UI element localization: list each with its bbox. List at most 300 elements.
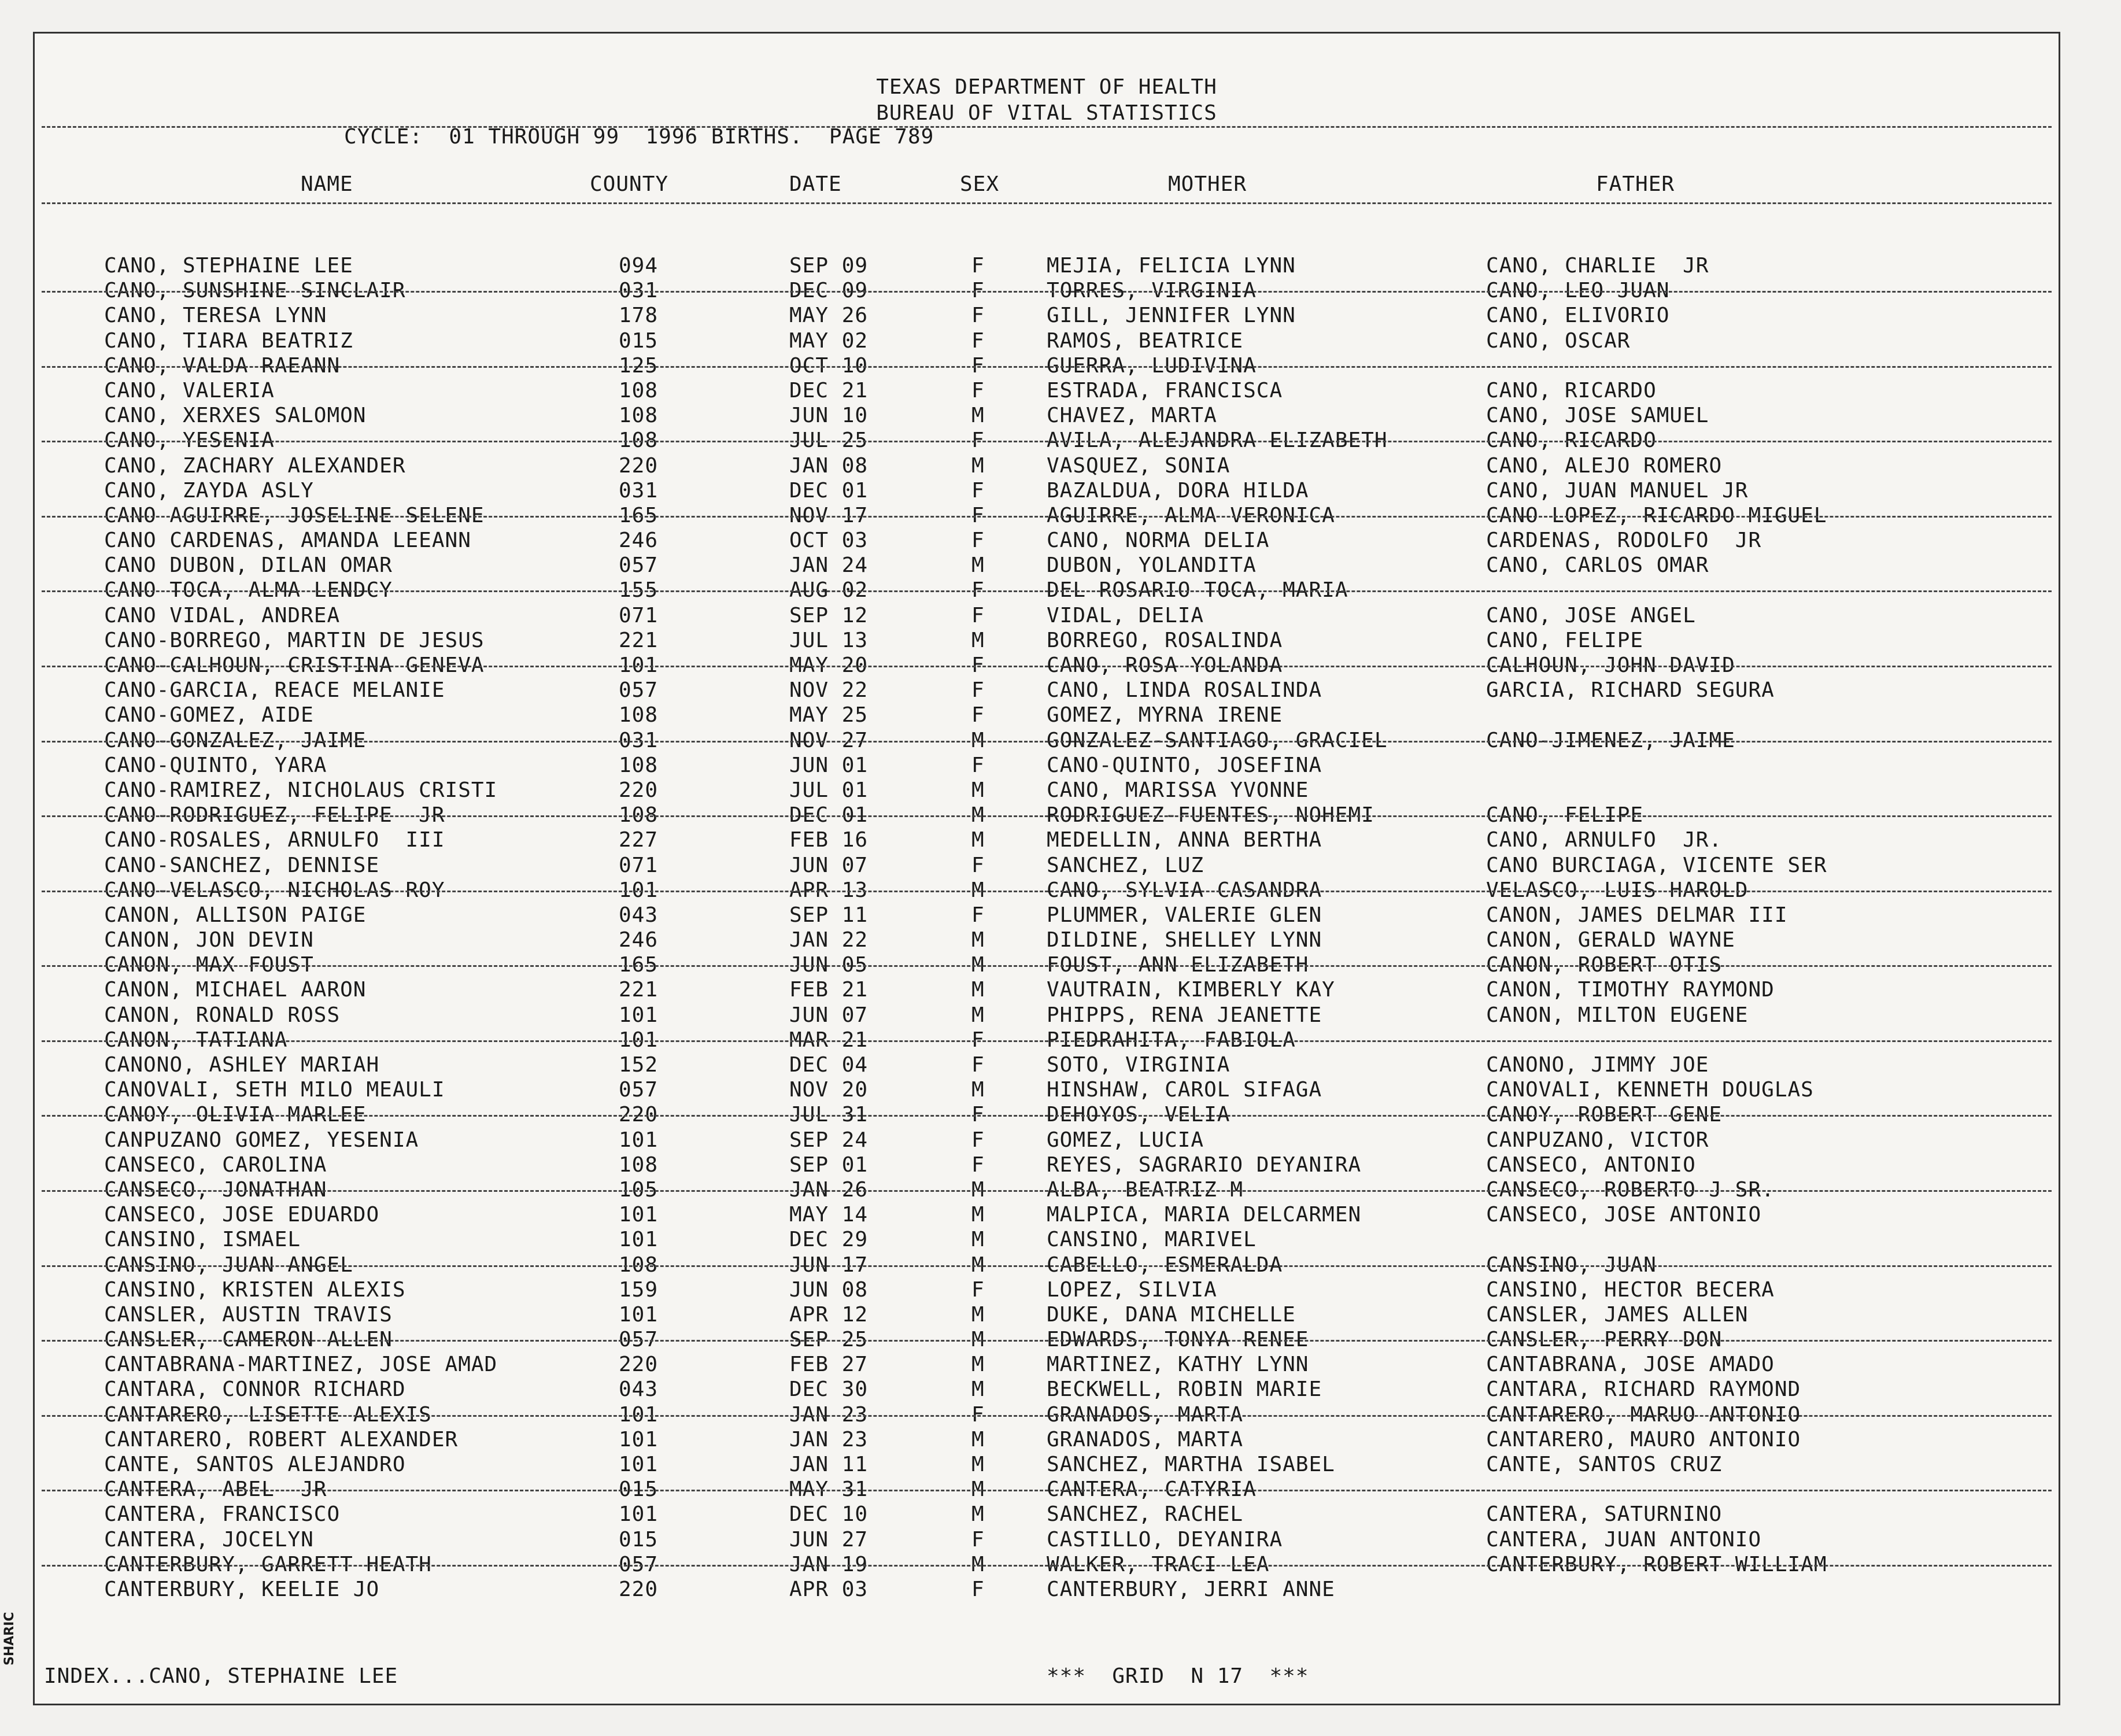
table-row [35,1253,2059,1277]
cell-father: CANON, GERALD WAYNE [1486,928,1735,952]
cell-date: JAN 24 [789,553,869,578]
cell-county: 108 [619,1253,659,1277]
cell-date: OCT 10 [789,353,869,378]
table-row [35,678,2059,703]
cell-sex: M [971,728,985,752]
cell-mother: AGUIRRE, ALMA VERONICA [1047,503,1335,527]
cell-father: CALHOUN, JOHN DAVID [1486,653,1735,677]
cell-county: 108 [619,703,659,727]
cell-father: CANO LOPEZ, RICARDO MIGUEL [1486,503,1827,527]
cell-sex: F [971,1527,985,1552]
cell-date: SEP 11 [789,903,869,927]
cell-county: 220 [619,1577,659,1601]
cell-sex: F [971,478,985,503]
cell-sex: F [971,254,985,278]
cell-date: SEP 01 [789,1153,869,1177]
table-row [35,1402,2059,1427]
table-row [35,853,2059,878]
cell-date: MAY 25 [789,703,869,727]
cell-sex: M [971,803,985,828]
cell-date: JAN 26 [789,1177,869,1202]
cell-mother: SANCHEZ, RACHEL [1047,1502,1244,1527]
table-row [35,303,2059,328]
cell-name: CANTERA, FRANCISCO [104,1502,341,1527]
cell-name: CANSECO, CAROLINA [104,1153,327,1177]
cell-county: 108 [619,378,659,402]
cell-county: 101 [619,1203,659,1227]
cell-mother: SANCHEZ, LUZ [1047,853,1204,877]
table-row [35,903,2059,928]
cell-mother: PLUMMER, VALERIE GLEN [1047,903,1322,927]
cell-father: CANPUZANO, VICTOR [1486,1128,1709,1152]
cell-county: 071 [619,603,659,627]
cell-county: 101 [619,1228,659,1252]
table-row [35,1028,2059,1052]
cell-name: CANTE, SANTOS ALEJANDRO [104,1453,406,1476]
footer-index: INDEX...CANO, STEPHAINE LEE [44,1664,398,1688]
cell-mother: GUERRA, LUDIVINA [1047,353,1257,378]
cell-county: 057 [619,553,659,578]
cell-name: CANO, ZACHARY ALEXANDER [104,453,406,478]
cell-mother: VAUTRAIN, KIMBERLY KAY [1047,978,1335,1002]
cell-father: CANTARERO, MARUO ANTONIO [1486,1402,1801,1427]
table-row [35,428,2059,453]
cell-father: CANON, ROBERT OTIS [1486,953,1723,977]
cell-name: CANO-RODRIGUEZ, FELIPE JR [104,803,445,828]
cell-sex: F [971,1128,985,1152]
cell-father: CANO, CARLOS OMAR [1486,553,1709,578]
cell-mother: GOMEZ, MYRNA IRENE [1047,703,1283,727]
cell-county: 057 [619,1328,659,1352]
cell-sex: M [971,1427,985,1451]
table-row [35,1128,2059,1153]
cell-county: 101 [619,1028,659,1052]
cell-father: CANTARA, RICHARD RAYMOND [1486,1377,1801,1402]
cell-mother: WALKER, TRACI LEA [1047,1552,1270,1576]
cell-name: CANO-GARCIA, REACE MELANIE [104,678,445,703]
cell-sex: F [971,903,985,927]
table-row [35,778,2059,803]
cell-county: 159 [619,1277,659,1302]
cell-date: JUN 08 [789,1277,869,1302]
cell-county: 152 [619,1053,659,1077]
table-row [35,478,2059,503]
cell-father: CANO-JIMENEZ, JAIME [1486,728,1735,752]
cell-mother: CANO, LINDA ROSALINDA [1047,678,1322,703]
cell-name: CANTARERO, ROBERT ALEXANDER [104,1427,459,1451]
cell-mother: AVILA, ALEJANDRA ELIZABETH [1047,429,1388,453]
cell-sex: F [971,1402,985,1427]
cell-county: 108 [619,753,659,777]
cell-county: 246 [619,529,659,553]
cell-father: CANO, ALEJO ROMERO [1486,453,1723,478]
cell-sex: F [971,353,985,378]
cell-father: CANTE, SANTOS CRUZ [1486,1453,1723,1476]
table-row [35,803,2059,828]
cell-date: JUN 17 [789,1253,869,1277]
cell-sex: F [971,328,985,353]
cell-mother: EDWARDS, TONYA RENEE [1047,1328,1309,1352]
cell-name: CANON, ALLISON PAIGE [104,903,367,927]
cell-name: CANO-GONZALEZ, JAIME [104,728,367,752]
cell-county: 057 [619,1078,659,1102]
table-row [35,278,2059,303]
cell-mother: CANO-QUINTO, JOSEFINA [1047,753,1322,777]
cell-father: CANTARERO, MAURO ANTONIO [1486,1427,1801,1451]
table-row [35,977,2059,1002]
cell-date: JUL 25 [789,429,869,453]
cell-date: JUN 07 [789,1003,869,1027]
table-row [35,1003,2059,1028]
cell-sex: F [971,578,985,603]
cell-mother: DEHOYOS, VELIA [1047,1103,1231,1127]
cell-sex: M [971,878,985,902]
cell-name: CANOVALI, SETH MILO MEAULI [104,1078,445,1102]
cell-date: JAN 23 [789,1402,869,1427]
cell-father: CANTERA, SATURNINO [1486,1502,1723,1527]
cell-name: CANTARA, CONNOR RICHARD [104,1377,406,1402]
table-row [35,928,2059,952]
cell-county: 015 [619,328,659,353]
cell-name: CANO-ROSALES, ARNULFO III [104,828,445,852]
cell-sex: M [971,978,985,1002]
header-bureau: BUREAU OF VITAL STATISTICS [876,101,1217,125]
cell-mother: PIEDRAHITA, FABIOLA [1047,1028,1296,1052]
cell-sex: F [971,378,985,402]
cell-sex: F [971,529,985,553]
cell-father: CANO, JUAN MANUEL JR [1486,478,1749,503]
cell-father: CANON, MILTON EUGENE [1486,1003,1749,1027]
cell-name: CANSECO, JONATHAN [104,1177,327,1202]
cell-mother: GONZALEZ-SANTIAGO, GRACIEL [1047,728,1388,752]
cell-father: CANTABRANA, JOSE AMADO [1486,1353,1775,1377]
cell-mother: SOTO, VIRGINIA [1047,1053,1231,1077]
cell-county: 031 [619,279,659,303]
cell-date: JAN 19 [789,1552,869,1576]
cell-county: 108 [619,429,659,453]
cell-county: 031 [619,728,659,752]
cell-sex: M [971,1253,985,1277]
cell-date: JUN 05 [789,953,869,977]
cell-father: CANO, FELIPE [1486,628,1644,652]
cell-mother: LOPEZ, SILVIA [1047,1277,1217,1302]
cell-mother: MEDELLIN, ANNA BERTHA [1047,828,1322,852]
cell-father: CANON, TIMOTHY RAYMOND [1486,978,1775,1002]
cell-date: JUN 10 [789,404,869,428]
cell-mother: CHAVEZ, MARTA [1047,404,1217,428]
table-row [35,1427,2059,1452]
cell-name: CANO, SUNSHINE SINCLAIR [104,279,406,303]
cell-name: CANO, TIARA BEATRIZ [104,328,353,353]
cell-date: AUG 02 [789,578,869,603]
cell-mother: REYES, SAGRARIO DEYANIRA [1047,1153,1362,1177]
cell-mother: DILDINE, SHELLEY LYNN [1047,928,1322,952]
cell-mother: ESTRADA, FRANCISCA [1047,378,1283,402]
cell-sex: M [971,828,985,852]
table-row [35,1302,2059,1327]
table-row [35,253,2059,278]
cell-mother: TORRES, VIRGINIA [1047,279,1257,303]
cell-mother: GRANADOS, MARTA [1047,1427,1244,1451]
report-page [33,32,2060,1705]
cell-sex: F [971,653,985,677]
table-row [35,453,2059,478]
side-stamp: SHARIC [2,1612,17,1665]
cell-name: CANON, RONALD ROSS [104,1003,341,1027]
cell-father: CANO, ELIVORIO [1486,304,1670,328]
cell-date: NOV 27 [789,728,869,752]
cell-sex: F [971,853,985,877]
cell-date: NOV 22 [789,678,869,703]
table-row [35,1102,2059,1127]
cell-name: CANO, VALDA RAEANN [104,353,341,378]
cell-name: CANO-VELASCO, NICHOLAS ROY [104,878,445,902]
table-row [35,1202,2059,1227]
cell-name: CANTERA, JOCELYN [104,1527,314,1552]
table-row [35,703,2059,727]
table-row [35,1177,2059,1202]
cell-name: CANO AGUIRRE, JOSELINE SELENE [104,503,485,527]
cell-father: CANO, CHARLIE JR [1486,254,1709,278]
cell-sex: M [971,404,985,428]
cell-father: CANOY, ROBERT GENE [1486,1103,1723,1127]
cell-sex: M [971,928,985,952]
cell-mother: CANTERA, CATYRIA [1047,1478,1257,1502]
cell-county: 221 [619,628,659,652]
cell-date: MAY 14 [789,1203,869,1227]
cell-name: CANO CARDENAS, AMANDA LEEANN [104,529,471,553]
cell-county: 178 [619,304,659,328]
cell-mother: HINSHAW, CAROL SIFAGA [1047,1078,1322,1102]
cell-county: 220 [619,1103,659,1127]
cell-date: JAN 23 [789,1427,869,1451]
cell-mother: BAZALDUA, DORA HILDA [1047,478,1309,503]
cell-name: CANSLER, AUSTIN TRAVIS [104,1302,393,1327]
cell-date: SEP 09 [789,254,869,278]
cell-mother: CANTERBURY, JERRI ANNE [1047,1577,1335,1601]
table-row [35,1502,2059,1527]
cell-date: JUL 13 [789,628,869,652]
cell-sex: F [971,1577,985,1601]
cell-date: DEC 29 [789,1228,869,1252]
cell-name: CANO DUBON, DILAN OMAR [104,553,393,578]
cell-county: 101 [619,1302,659,1327]
cell-sex: M [971,1078,985,1102]
cell-sex: F [971,1028,985,1052]
cell-father: CANTERA, JUAN ANTONIO [1486,1527,1762,1552]
cell-name: CANO-BORREGO, MARTIN DE JESUS [104,628,485,652]
cell-name: CANON, MAX FOUST [104,953,314,977]
cell-county: 108 [619,1153,659,1177]
cell-father: CANO, JOSE SAMUEL [1486,404,1709,428]
cell-sex: F [971,304,985,328]
cell-name: CANONO, ASHLEY MARIAH [104,1053,380,1077]
cell-father: CANO, LEO JUAN [1486,279,1670,303]
cell-mother: DUBON, YOLANDITA [1047,553,1257,578]
cell-mother: FOUST, ANN ELIZABETH [1047,953,1309,977]
cell-date: FEB 16 [789,828,869,852]
cell-county: 155 [619,578,659,603]
cell-father: CANSINO, HECTOR BECERA [1486,1277,1775,1302]
cell-date: MAY 26 [789,304,869,328]
cell-name: CANO, STEPHAINE LEE [104,254,353,278]
cell-name: CANTERBURY, KEELIE JO [104,1577,380,1601]
cell-mother: CANO, MARISSA YVONNE [1047,778,1309,802]
cell-mother: PHIPPS, RENA JEANETTE [1047,1003,1322,1027]
cell-county: 227 [619,828,659,852]
cell-mother: SANCHEZ, MARTHA ISABEL [1047,1453,1335,1476]
cell-county: 125 [619,353,659,378]
table-row [35,1052,2059,1077]
cell-mother: VASQUEZ, SONIA [1047,453,1231,478]
table-row [35,1452,2059,1477]
table-row [35,353,2059,378]
column-header-rule [42,202,2052,204]
cell-father: CANSLER, JAMES ALLEN [1486,1302,1749,1327]
cell-name: CANO, ZAYDA ASLY [104,478,314,503]
table-row [35,1327,2059,1352]
table-row [35,1277,2059,1302]
cell-sex: F [971,1153,985,1177]
cell-father: CANSECO, JOSE ANTONIO [1486,1203,1762,1227]
cell-father: CANO, ARNULFO JR. [1486,828,1723,852]
cell-mother: CASTILLO, DEYANIRA [1047,1527,1283,1552]
cell-mother: ALBA, BEATRIZ M [1047,1177,1244,1202]
cell-name: CANO-GOMEZ, AIDE [104,703,314,727]
cell-mother: DUKE, DANA MICHELLE [1047,1302,1296,1327]
cell-name: CANOY, OLIVIA MARLEE [104,1103,367,1127]
cell-county: 043 [619,903,659,927]
table-row [35,1552,2059,1577]
cell-sex: M [971,553,985,578]
cell-county: 094 [619,254,659,278]
cell-sex: M [971,1377,985,1402]
cell-sex: F [971,503,985,527]
cell-name: CANTARERO, LISETTE ALEXIS [104,1402,432,1427]
table-row [35,952,2059,977]
birth-records-table [35,253,2059,1602]
cell-name: CANO TOCA, ALMA LENDCY [104,578,393,603]
cell-mother: MEJIA, FELICIA LYNN [1047,254,1296,278]
table-row [35,878,2059,903]
cell-county: 165 [619,953,659,977]
cell-county: 101 [619,653,659,677]
cell-name: CANON, JON DEVIN [104,928,314,952]
cell-date: JUN 27 [789,1527,869,1552]
cell-name: CANO, VALERIA [104,378,275,402]
cell-date: APR 13 [789,878,869,902]
cell-date: DEC 21 [789,378,869,402]
cell-county: 101 [619,1427,659,1451]
cell-date: JUN 01 [789,753,869,777]
cell-sex: M [971,1328,985,1352]
cell-father: CANO, JOSE ANGEL [1486,603,1696,627]
cell-date: MAY 02 [789,328,869,353]
cell-county: 108 [619,404,659,428]
table-row [35,1377,2059,1402]
cell-date: APR 12 [789,1302,869,1327]
cell-father: CANO, RICARDO [1486,429,1657,453]
cell-father: CANTERBURY, ROBERT WILLIAM [1486,1552,1827,1576]
cell-sex: F [971,678,985,703]
table-row [35,553,2059,578]
cell-date: JUL 01 [789,778,869,802]
cell-date: FEB 27 [789,1353,869,1377]
cell-father: GARCIA, RICHARD SEGURA [1486,678,1775,703]
cell-mother: MALPICA, MARIA DELCARMEN [1047,1203,1362,1227]
cell-sex: M [971,1228,985,1252]
cell-mother: RODRIGUEZ-FUENTES, NOHEMI [1047,803,1374,828]
cell-father: CANSECO, ANTONIO [1486,1153,1696,1177]
cell-name: CANO, XERXES SALOMON [104,404,367,428]
cell-sex: M [971,1353,985,1377]
cell-county: 101 [619,1003,659,1027]
cell-county: 101 [619,1453,659,1476]
cell-date: JAN 08 [789,453,869,478]
cell-date: DEC 01 [789,478,869,503]
cell-date: MAY 31 [789,1478,869,1502]
cell-father: CANSECO, ROBERTO J SR. [1486,1177,1775,1202]
cell-name: CANTERBURY, GARRETT HEATH [104,1552,432,1576]
cell-mother: RAMOS, BEATRICE [1047,328,1244,353]
cell-father: CANONO, JIMMY JOE [1486,1053,1709,1077]
cell-county: 221 [619,978,659,1002]
cell-date: JAN 22 [789,928,869,952]
cell-date: NOV 20 [789,1078,869,1102]
cell-county: 031 [619,478,659,503]
table-row [35,1352,2059,1377]
column-header-name: NAME [301,172,353,196]
table-row [35,1227,2059,1252]
header-agency: TEXAS DEPARTMENT OF HEALTH [876,75,1217,99]
cell-county: 015 [619,1527,659,1552]
cell-date: DEC 10 [789,1502,869,1527]
cell-date: SEP 25 [789,1328,869,1352]
cell-mother: MARTINEZ, KATHY LYNN [1047,1353,1309,1377]
cell-name: CANO, TERESA LYNN [104,304,327,328]
cell-county: 220 [619,778,659,802]
cell-name: CANO-CALHOUN, CRISTINA GENEVA [104,653,485,677]
cell-sex: F [971,1277,985,1302]
cell-sex: M [971,1478,985,1502]
cell-county: 220 [619,453,659,478]
cell-sex: M [971,1502,985,1527]
cell-name: CANSINO, ISMAEL [104,1228,301,1252]
cell-sex: F [971,1103,985,1127]
cell-sex: M [971,628,985,652]
cell-county: 057 [619,678,659,703]
cell-date: DEC 30 [789,1377,869,1402]
cell-sex: M [971,1177,985,1202]
column-header-date: DATE [789,172,842,196]
cell-sex: M [971,1003,985,1027]
cell-county: 015 [619,1478,659,1502]
cell-father: CANO BURCIAGA, VICENTE SER [1486,853,1827,877]
cell-mother: DEL ROSARIO TOCA, MARIA [1047,578,1348,603]
cell-name: CANSLER, CAMERON ALLEN [104,1328,393,1352]
table-row [35,378,2059,403]
cell-father: CANO, OSCAR [1486,328,1631,353]
cell-date: JUN 07 [789,853,869,877]
table-row [35,528,2059,553]
cell-sex: F [971,753,985,777]
cell-name: CANO-RAMIREZ, NICHOLAUS CRISTI [104,778,498,802]
cell-date: FEB 21 [789,978,869,1002]
table-row [35,578,2059,603]
cell-date: DEC 09 [789,279,869,303]
column-header-mother: MOTHER [1168,172,1247,196]
cell-sex: M [971,953,985,977]
